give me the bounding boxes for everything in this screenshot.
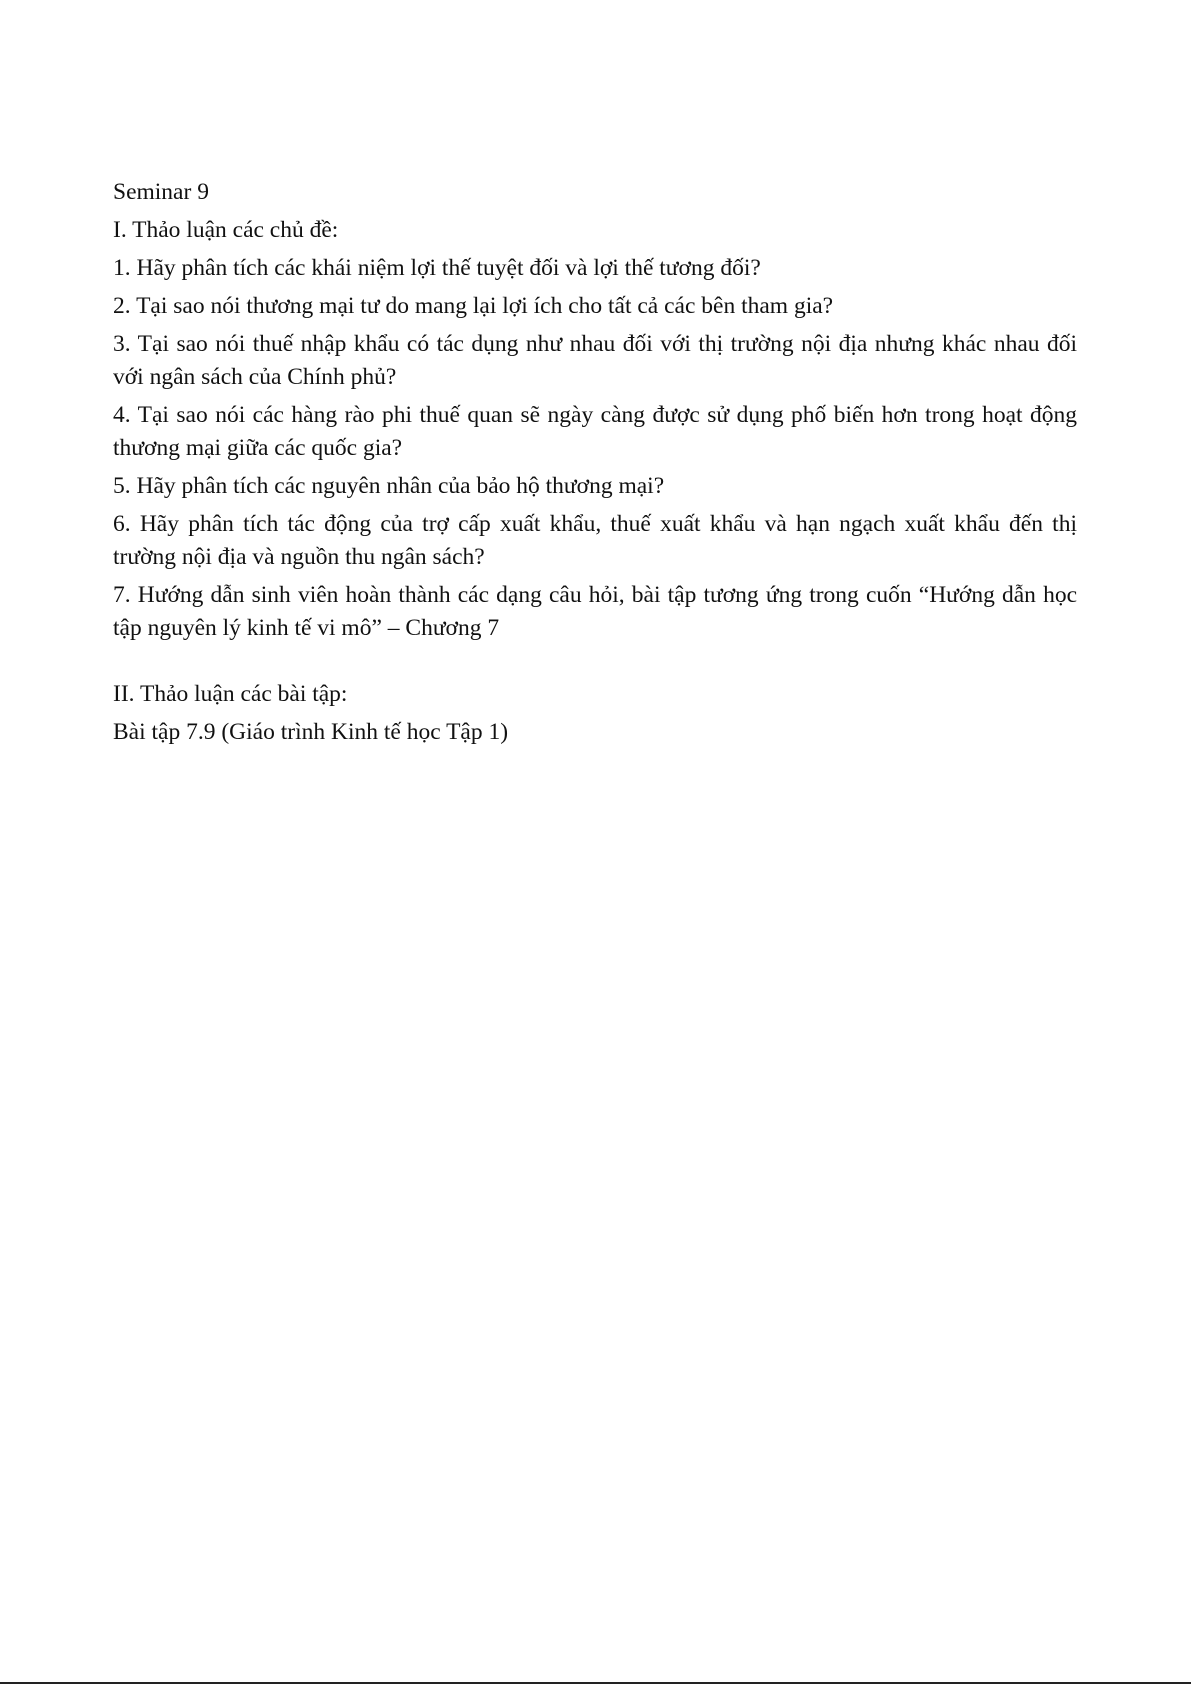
section-heading-topics: I. Thảo luận các chủ đề: <box>113 217 339 243</box>
document-title: Seminar 9 <box>113 179 209 205</box>
topic-item-4: 4. Tại sao nói các hàng rào phi thuế quan sẽ ngày càng được sử dụng phố biến hơn trong hoạt động thương mại giữa các quốc gia? <box>113 402 1077 461</box>
section-heading-exercises: II. Thảo luận các bài tập: <box>113 681 348 707</box>
document-body <box>113 176 1077 754</box>
topic-item-7: 7. Hướng dẫn sinh viên hoàn thành các dạng câu hỏi, bài tập tương ứng trong cuốn “Hướng dẫn học tập nguyên lý kinh tế vi mô” – Chương 7 <box>113 582 1077 641</box>
topic-item-1: 1. Hãy phân tích các khái niệm lợi thế tuyệt đối và lợi thế tương đối? <box>113 255 761 281</box>
exercise-reference: Bài tập 7.9 (Giáo trình Kinh tế học Tập 1) <box>113 719 509 745</box>
page-bottom-rule <box>0 1682 1191 1684</box>
topic-item-3: 3. Tại sao nói thuế nhập khẩu có tác dụng như nhau đối với thị trường nội địa nhưng khác nhau đối với ngân sách của Chính phủ? <box>113 331 1077 390</box>
topic-item-2: 2. Tại sao nói thương mại tư do mang lại lợi ích cho tất cả các bên tham gia? <box>113 293 834 319</box>
topic-item-6: 6. Hãy phân tích tác động của trợ cấp xuất khẩu, thuế xuất khẩu và hạn ngạch xuất khẩu đến thị trường nội địa và nguồn thu ngân sách? <box>113 511 1077 570</box>
topic-item-5: 5. Hãy phân tích các nguyên nhân của bảo hộ thương mại? <box>113 473 665 499</box>
section-spacer <box>113 650 1077 678</box>
